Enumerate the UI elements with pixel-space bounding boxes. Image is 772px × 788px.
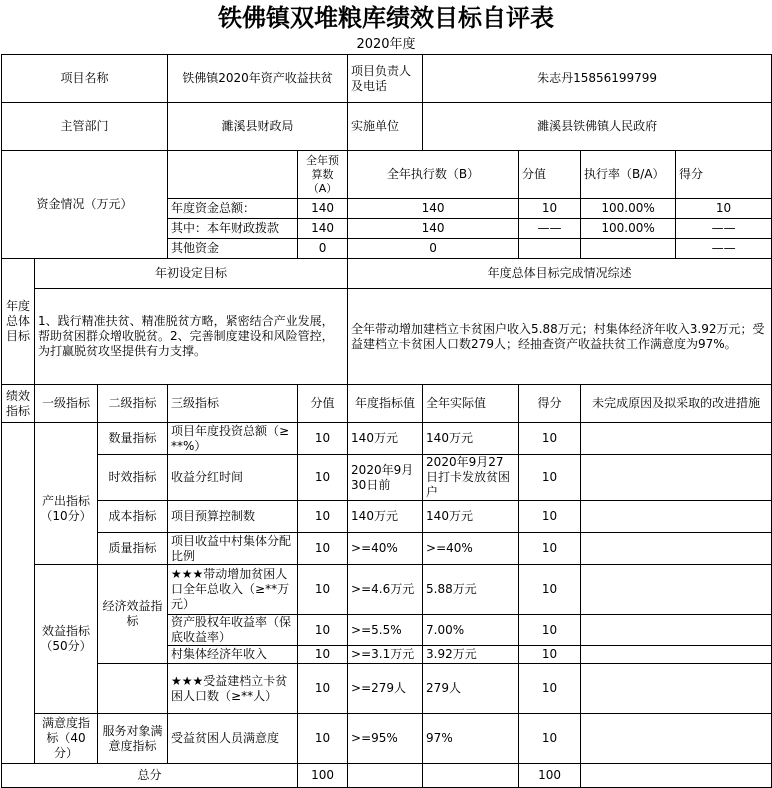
indicator-reason bbox=[581, 615, 772, 646]
project-leader: 朱志丹15856199799 bbox=[423, 55, 772, 103]
indicator-level3: ★★★带动增加贫困人口全年总收入（≥**万元） bbox=[168, 565, 298, 615]
indicator-score-value: 10 bbox=[298, 455, 348, 501]
indicator-actual: 3.92万元 bbox=[423, 646, 519, 664]
subgroup-service: 服务对象满意度指标 bbox=[98, 714, 168, 764]
goals-summary-header: 年度总体目标完成情况综述 bbox=[348, 259, 772, 289]
group-benefit: 效益指标（50分） bbox=[35, 565, 98, 714]
indicator-target: 140万元 bbox=[348, 501, 423, 533]
indicator-score-value: 10 bbox=[298, 714, 348, 764]
indicator-score-value: 10 bbox=[298, 646, 348, 664]
indicator-level3: 收益分红时间 bbox=[168, 455, 298, 501]
funds-header-score: 得分 bbox=[676, 151, 772, 199]
funds-row-score: 10 bbox=[676, 199, 772, 219]
project-leader-label: 项目负责人及电话 bbox=[348, 55, 423, 103]
indicator-score-value: 10 bbox=[298, 423, 348, 455]
goals-label: 年度总体目标 bbox=[2, 259, 35, 385]
goals-set-header: 年初设定目标 bbox=[35, 259, 348, 289]
funds-label: 资金情况（万元） bbox=[2, 151, 168, 259]
indicator-target: >=5.5% bbox=[348, 615, 423, 646]
dept: 濉溪县财政局 bbox=[168, 103, 348, 151]
indicator-level3: 村集体经济年收入 bbox=[168, 646, 298, 664]
goals-summary-text: 全年带动增加建档立卡贫困户收入5.88万元；村集体经济年收入3.92万元；受益建档立卡贫困人口数279人；经抽查资产收益扶贫工作满意度为97%。 bbox=[348, 289, 772, 385]
funds-row-rate: 100.00% bbox=[581, 199, 676, 219]
indicator-reason bbox=[581, 455, 772, 501]
funds-header-budget: 全年预算数（A） bbox=[298, 151, 348, 199]
indicator-level3: 项目年度投资总额（≥**%） bbox=[168, 423, 298, 455]
goals-set-text: 1、践行精准扶贫、精准脱贫方略，紧密结合产业发展，帮助贫困群众增收脱贫。2、完善制度建设和风险管控，为打赢脱贫攻坚提供有力支撑。 bbox=[35, 289, 348, 385]
indicator-score: 10 bbox=[519, 501, 581, 533]
funds-row-budget: 140 bbox=[298, 199, 348, 219]
total-score: 100 bbox=[519, 764, 581, 788]
indicator-target: >=3.1万元 bbox=[348, 646, 423, 664]
indicator-actual: >=40% bbox=[423, 533, 519, 565]
indicator-level3: 项目预算控制数 bbox=[168, 501, 298, 533]
evaluation-table bbox=[1, 54, 772, 788]
indicator-score-value: 10 bbox=[298, 533, 348, 565]
dept-label: 主管部门 bbox=[2, 103, 168, 151]
total-target-blank bbox=[348, 764, 423, 788]
indicator-actual: 7.00% bbox=[423, 615, 519, 646]
funds-header-blank bbox=[168, 151, 298, 199]
indicator-actual: 2020年9月27日打卡发放贫困户 bbox=[423, 455, 519, 501]
indicator-level3: ★★★受益建档立卡贫困人口数（≥**人） bbox=[168, 664, 298, 714]
indicator-score: 10 bbox=[519, 533, 581, 565]
subgroup-cost: 成本指标 bbox=[98, 501, 168, 533]
sheet-title: 铁佛镇双堆粮库绩效目标自评表 bbox=[218, 3, 554, 32]
group-output: 产出指标（10分） bbox=[35, 455, 98, 565]
indicator-actual: 5.88万元 bbox=[423, 565, 519, 615]
indicator-target: >=40% bbox=[348, 533, 423, 565]
header-reason: 未完成原因及拟采取的改进措施 bbox=[581, 385, 772, 423]
funds-header-executed: 全年执行数（B） bbox=[348, 151, 519, 199]
indicator-score-value: 10 bbox=[298, 501, 348, 533]
funds-row-score: —— bbox=[676, 239, 772, 259]
indicator-actual: 279人 bbox=[423, 664, 519, 714]
subgroup-quality: 质量指标 bbox=[98, 533, 168, 565]
indicator-level3: 资产股权年收益率（保底收益率） bbox=[168, 615, 298, 646]
indicator-score: 10 bbox=[519, 646, 581, 664]
subgroup-quantity: 数量指标 bbox=[98, 423, 168, 455]
indicator-score: 10 bbox=[519, 455, 581, 501]
total-label: 总分 bbox=[2, 764, 298, 788]
output-group-top bbox=[35, 423, 98, 455]
funds-row-label: 其他资金 bbox=[168, 239, 298, 259]
indicator-score: 10 bbox=[519, 565, 581, 615]
indicators-label: 绩效指标 bbox=[2, 385, 35, 423]
indicator-score: 10 bbox=[519, 423, 581, 455]
funds-row-label: 其中：本年财政拨款 bbox=[168, 219, 298, 239]
indicator-reason bbox=[581, 501, 772, 533]
funds-row-executed: 140 bbox=[348, 219, 519, 239]
funds-row-score-value: —— bbox=[519, 219, 581, 239]
funds-row-budget: 0 bbox=[298, 239, 348, 259]
indicator-actual: 97% bbox=[423, 714, 519, 764]
indicator-score-value: 10 bbox=[298, 565, 348, 615]
indicator-target: >=95% bbox=[348, 714, 423, 764]
indicator-score: 10 bbox=[519, 664, 581, 714]
indicator-reason bbox=[581, 423, 772, 455]
funds-row-label: 年度资金总额： bbox=[168, 199, 298, 219]
indicator-actual: 140万元 bbox=[423, 423, 519, 455]
sheet-year: 2020年度 bbox=[356, 37, 416, 52]
total-actual-blank bbox=[423, 764, 519, 788]
funds-row-budget: 140 bbox=[298, 219, 348, 239]
indicators-side-blank bbox=[2, 423, 35, 764]
funds-row-executed: 140 bbox=[348, 199, 519, 219]
indicator-actual: 140万元 bbox=[423, 501, 519, 533]
header-level3: 三级指标 bbox=[168, 385, 298, 423]
indicator-score: 10 bbox=[519, 714, 581, 764]
funds-header-rate: 执行率（B/A） bbox=[581, 151, 676, 199]
group-satisfaction: 满意度指标（40分） bbox=[35, 714, 98, 764]
funds-row-rate: 100.00% bbox=[581, 219, 676, 239]
impl-label: 实施单位 bbox=[348, 103, 423, 151]
project-name-label: 项目名称 bbox=[2, 55, 168, 103]
header-score-value: 分值 bbox=[298, 385, 348, 423]
indicator-score-value: 10 bbox=[298, 615, 348, 646]
header-level1: 一级指标 bbox=[35, 385, 98, 423]
indicator-score-value: 10 bbox=[298, 664, 348, 714]
indicator-reason bbox=[581, 533, 772, 565]
subgroup-timeliness: 时效指标 bbox=[98, 455, 168, 501]
funds-row-executed: 0 bbox=[348, 239, 519, 259]
indicator-reason bbox=[581, 646, 772, 664]
impl: 濉溪县铁佛镇人民政府 bbox=[423, 103, 772, 151]
subgroup-blank bbox=[98, 664, 168, 714]
funds-header-score-value: 分值 bbox=[519, 151, 581, 199]
indicator-target: >=4.6万元 bbox=[348, 565, 423, 615]
header-score: 得分 bbox=[519, 385, 581, 423]
indicator-target: 140万元 bbox=[348, 423, 423, 455]
indicator-score: 10 bbox=[519, 615, 581, 646]
indicator-reason bbox=[581, 565, 772, 615]
total-score-value: 100 bbox=[298, 764, 348, 788]
total-reason-blank bbox=[581, 764, 772, 788]
header-target: 年度指标值 bbox=[348, 385, 423, 423]
indicator-reason bbox=[581, 714, 772, 764]
funds-row-score-value: 10 bbox=[519, 199, 581, 219]
indicator-target: >=279人 bbox=[348, 664, 423, 714]
indicator-target: 2020年9月30日前 bbox=[348, 455, 423, 501]
header-level2: 二级指标 bbox=[98, 385, 168, 423]
project-name: 铁佛镇2020年资产收益扶贫 bbox=[168, 55, 348, 103]
subgroup-economic: 经济效益指标 bbox=[98, 565, 168, 664]
indicator-level3: 项目收益中村集体分配比例 bbox=[168, 533, 298, 565]
funds-row-rate bbox=[581, 239, 676, 259]
funds-row-score: —— bbox=[676, 219, 772, 239]
indicator-level3: 受益贫困人员满意度 bbox=[168, 714, 298, 764]
header-actual: 全年实际值 bbox=[423, 385, 519, 423]
indicator-reason bbox=[581, 664, 772, 714]
funds-row-score-value bbox=[519, 239, 581, 259]
